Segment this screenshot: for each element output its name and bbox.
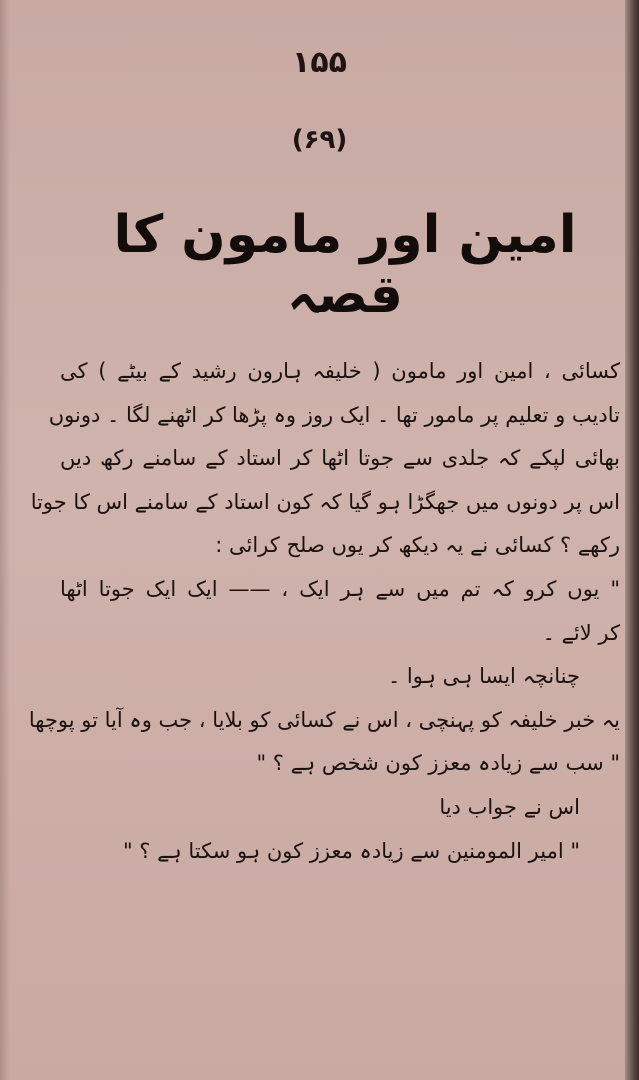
story-body <box>28 350 620 873</box>
book-spine <box>625 0 639 1080</box>
body-line: تادیب و تعلیم پر مامور تھا ۔ ایک روز وہ پڑھا کر اٹھنے لگا ۔ دونوں <box>48 402 620 427</box>
page-edge-shadow <box>0 0 10 1080</box>
body-line: کسائی ، امین اور مامون ( خلیفہ ہارون رشید کے بیٹے ) کی <box>60 359 620 383</box>
story-title: امین اور مامون کا قصہ <box>113 205 577 325</box>
body-line: " سب سے زیادہ معزز کون شخص ہے ؟ " <box>256 751 620 776</box>
body-line: " امیر المومنین سے زیادہ معزز کون ہو سکتا ہے ؟ " <box>122 838 580 863</box>
body-line: " یوں کرو کہ تم میں سے ہر ایک ، —— ایک ایک جوتا اٹھا <box>60 576 620 601</box>
body-line: رکھے ؟ کسائی نے یہ دیکھ کر یوں صلح کرائی : <box>215 533 620 558</box>
body-line: اس نے جواب دیا <box>439 794 580 819</box>
story-number: (۶۹) <box>291 125 348 155</box>
body-line: کر لائے ۔ <box>542 620 620 645</box>
body-line: چنانچہ ایسا ہی ہوا ۔ <box>387 664 580 689</box>
body-line: یہ خبر خلیفہ کو پہنچی ، اس نے کسائی کو بلایا ، جب وہ آیا تو پوچھا <box>28 707 620 732</box>
body-line: بھائی لپکے کہ جلدی سے جوتا اٹھا کر استاد کے سامنے رکھ دیں <box>60 446 620 471</box>
body-line: اس پر دونوں میں جھگڑا ہو گیا کہ کون استاد کے سامنے اس کا جوتا <box>30 489 620 514</box>
page-number: ۱۵۵ <box>292 45 347 80</box>
